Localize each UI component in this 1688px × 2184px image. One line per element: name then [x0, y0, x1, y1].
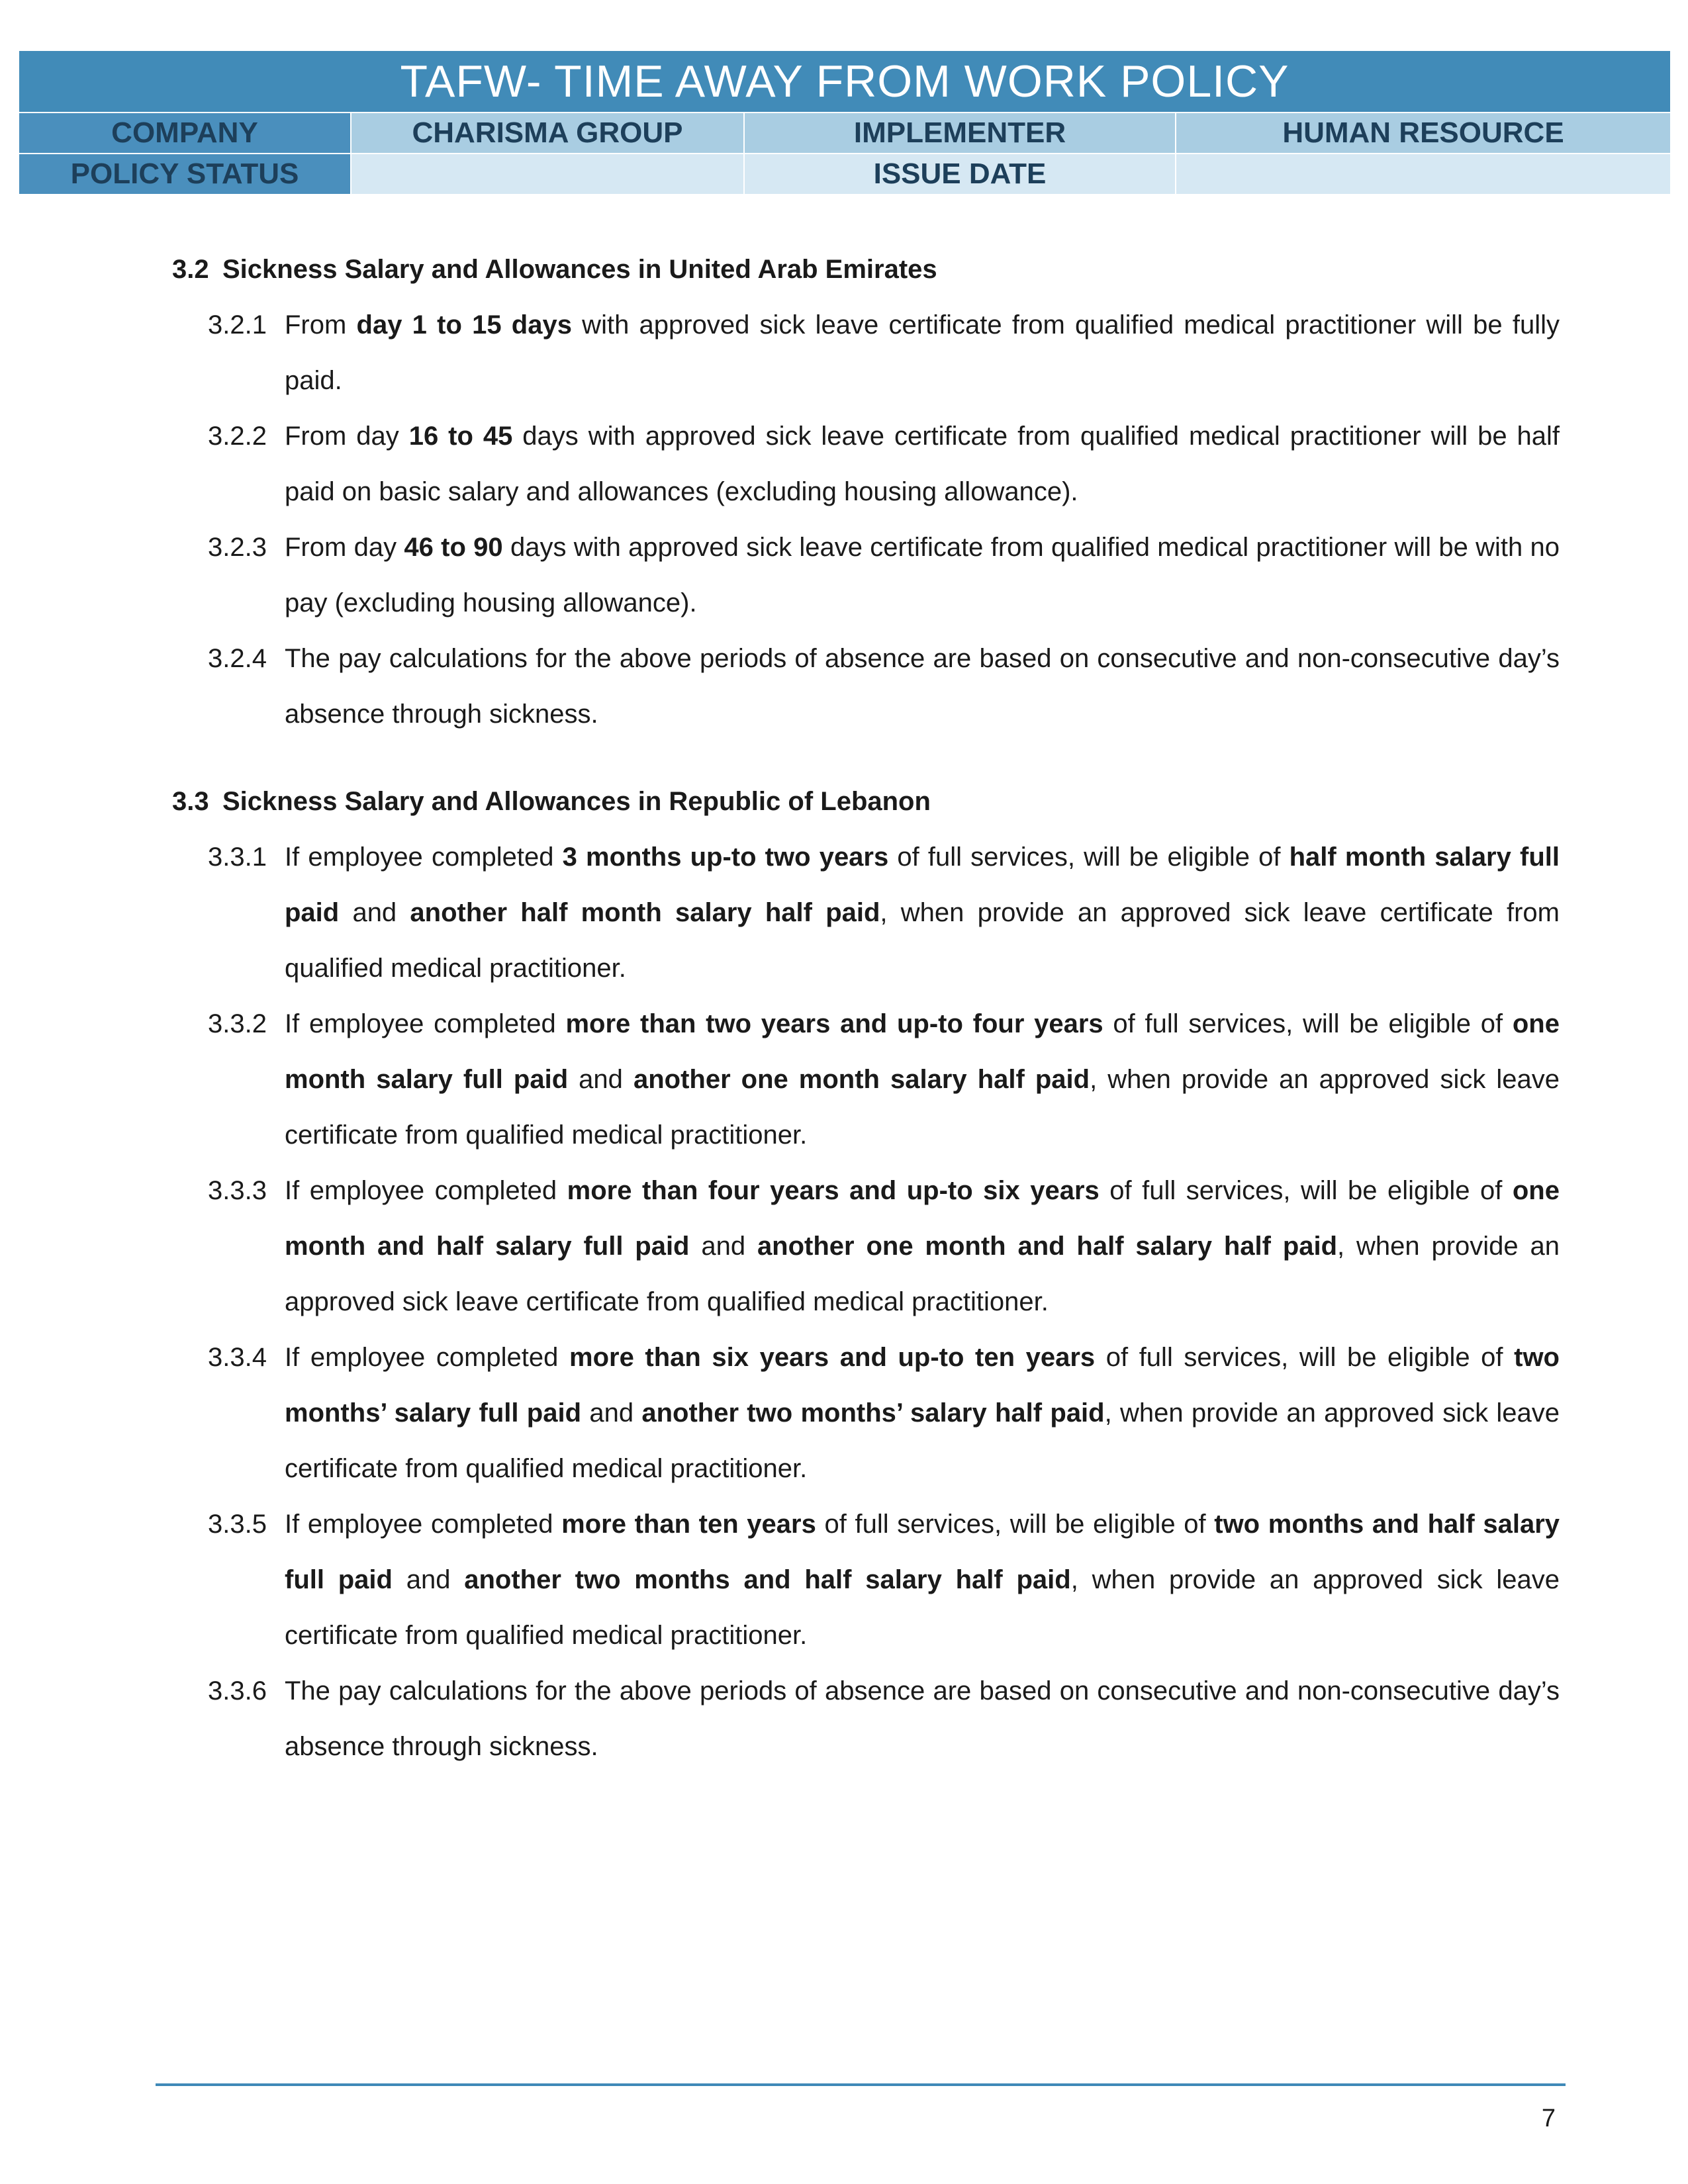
clause-text: of full services, will be eligible of	[1099, 1176, 1513, 1205]
clause-item	[172, 1163, 1560, 1330]
clause-text: , when provide an approved sick leave certificate from qualified medical practitioner.	[285, 1065, 1560, 1150]
policy-title: TAFW- TIME AWAY FROM WORK POLICY	[19, 50, 1671, 113]
clause-text: of full services, will be eligible of	[888, 842, 1289, 872]
clause-text: The pay calculations for the above periods of absence are based on consecutive and non-consecutive day’s absence through sickness.	[285, 644, 1560, 729]
clause-text-bold: day 1 to 15 days	[356, 310, 572, 340]
section-number: 3.3	[172, 787, 209, 816]
clause-text-bold: one month and half salary full paid	[285, 1176, 1560, 1261]
footer-divider	[156, 2083, 1566, 2086]
clause-item	[172, 297, 1560, 408]
clause-item	[172, 996, 1560, 1163]
clause-text: of full services, will be eligible of	[1103, 1009, 1513, 1038]
clause-text: and	[689, 1232, 757, 1261]
company-value: CHARISMA GROUP	[351, 113, 744, 154]
policy-status-label: POLICY STATUS	[19, 154, 351, 195]
clause-text-bold: more than six years and up-to ten years	[569, 1343, 1096, 1372]
clause-text-bold: half month salary full paid	[285, 842, 1560, 927]
section-title: Sickness Salary and Allowances in United Arab Emirates	[222, 255, 937, 284]
implementer-label: IMPLEMENTER	[744, 113, 1176, 154]
clause-number: 3.2.1	[208, 310, 267, 340]
section-number: 3.2	[172, 255, 209, 284]
clause-text: If employee completed	[285, 1009, 566, 1038]
clause-text-bold: 3 months up-to two years	[562, 842, 889, 872]
clause-text-bold: more than ten years	[561, 1510, 816, 1539]
clause-text-bold: 46 to 90	[404, 533, 503, 562]
clause-number: 3.3.6	[208, 1676, 267, 1706]
section-spacer	[172, 742, 1560, 774]
clause-item	[172, 829, 1560, 996]
section-heading	[172, 774, 1560, 829]
clause-text: , when provide an approved sick leave certificate from qualified medical practitioner.	[285, 1232, 1560, 1316]
clause-item	[172, 408, 1560, 520]
clause-text: days with approved sick leave certificate from qualified medical practitioner will be with no pay (excluding housing allowance).	[285, 533, 1560, 617]
clause-text-bold: another half month salary half paid	[410, 898, 880, 927]
clause-text-bold: two months and half salary full paid	[285, 1510, 1560, 1594]
clause-text-bold: more than two years and up-to four years	[565, 1009, 1103, 1038]
clause-text: with approved sick leave certificate from qualified medical practitioner will be fully paid.	[285, 310, 1560, 395]
clause-text: If employee completed	[285, 1176, 567, 1205]
clause-text: From day	[285, 422, 409, 451]
clause-number: 3.2.4	[208, 644, 267, 673]
clause-number: 3.3.4	[208, 1343, 267, 1372]
clause-text: days with approved sick leave certificate from qualified medical practitioner will be half paid on basic salary and allowances (excluding housing allowance).	[285, 422, 1560, 506]
clause-item	[172, 1496, 1560, 1663]
clause-text: and	[568, 1065, 633, 1094]
clause-text-bold: another one month and half salary half paid	[757, 1232, 1338, 1261]
clause-text: From	[285, 310, 357, 340]
clause-item	[172, 1330, 1560, 1496]
clause-text: and	[581, 1398, 642, 1428]
section-title: Sickness Salary and Allowances in Republic of Lebanon	[222, 787, 931, 816]
clause-text: of full services, will be eligible of	[816, 1510, 1215, 1539]
clause-number: 3.2.2	[208, 422, 267, 451]
clause-text: and	[392, 1565, 465, 1594]
clause-number: 3.3.2	[208, 1009, 267, 1038]
clause-text: , when provide an approved sick leave certificate from qualified medical practitioner.	[285, 898, 1560, 983]
clause-text: If employee completed	[285, 1343, 569, 1372]
clause-text-bold: 16 to 45	[408, 422, 513, 451]
policy-header-table	[18, 50, 1671, 195]
section-heading	[172, 242, 1560, 297]
clause-text-bold: two months’ salary full paid	[285, 1343, 1560, 1428]
policy-status-value	[351, 154, 744, 195]
clause-item	[172, 1663, 1560, 1774]
issue-date-label: ISSUE DATE	[744, 154, 1176, 195]
clause-text-bold: one month salary full paid	[285, 1009, 1560, 1094]
clause-number: 3.3.3	[208, 1176, 267, 1205]
page-number: 7	[1541, 2105, 1556, 2132]
clause-text: and	[339, 898, 410, 927]
company-label: COMPANY	[19, 113, 351, 154]
clause-text: If employee completed	[285, 1510, 562, 1539]
clause-item	[172, 631, 1560, 742]
policy-body	[172, 242, 1560, 1774]
clause-text-bold: another two months and half salary half paid	[464, 1565, 1071, 1594]
clause-number: 3.2.3	[208, 533, 267, 562]
clause-item	[172, 520, 1560, 631]
clause-text-bold: another two months’ salary half paid	[641, 1398, 1105, 1428]
issue-date-value	[1176, 154, 1671, 195]
implementer-value: HUMAN RESOURCE	[1176, 113, 1671, 154]
clause-text: The pay calculations for the above periods of absence are based on consecutive and non-consecutive day’s absence through sickness.	[285, 1676, 1560, 1761]
clause-text: From day	[285, 533, 404, 562]
clause-text: , when provide an approved sick leave certificate from qualified medical practitioner.	[285, 1398, 1560, 1483]
clause-text: If employee completed	[285, 842, 563, 872]
clause-text-bold: more than four years and up-to six years	[567, 1176, 1100, 1205]
clause-text-bold: another one month salary half paid	[633, 1065, 1090, 1094]
clause-number: 3.3.1	[208, 842, 267, 872]
clause-number: 3.3.5	[208, 1510, 267, 1539]
clause-text: of full services, will be eligible of	[1095, 1343, 1515, 1372]
clause-text: , when provide an approved sick leave certificate from qualified medical practitioner.	[285, 1565, 1560, 1650]
